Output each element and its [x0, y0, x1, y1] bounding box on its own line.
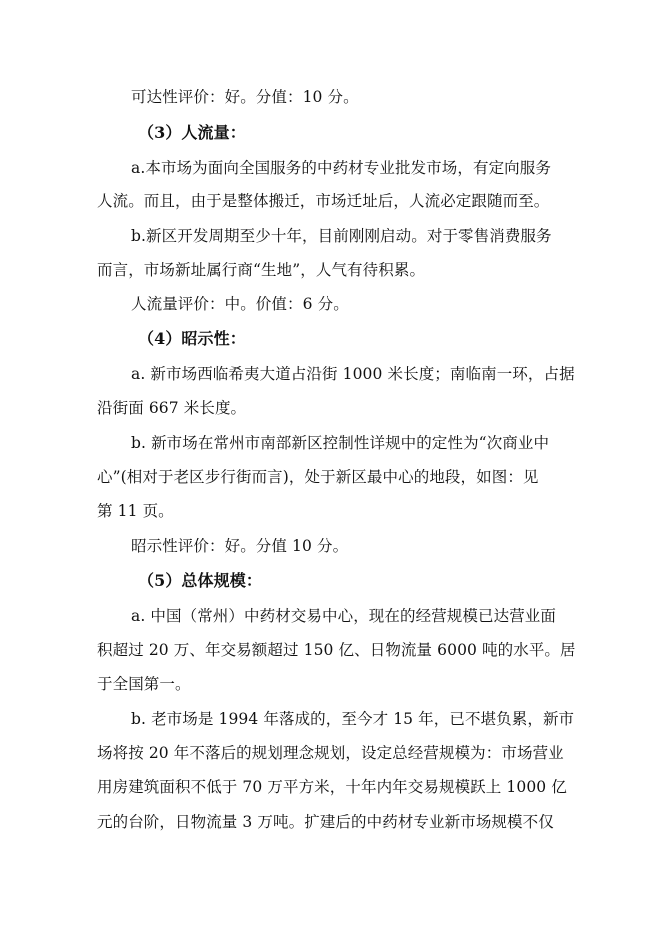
text-line: a.本市场为面向全国服务的中药材专业批发市场，有定向服务	[131, 159, 551, 177]
text-line: 沿街面 667 米长度。	[97, 399, 247, 417]
text-line: b.新区开发周期至少十年，目前刚刚启动。对于零售消费服务	[131, 227, 552, 245]
section-heading: （4）昭示性：	[138, 329, 246, 348]
text-line: 昭示性评价：好。分值 10 分。	[131, 537, 349, 555]
text-line: 人流。而且，由于是整体搬迁，市场迁址后，人流必定跟随而至。	[97, 192, 550, 210]
text-line: b. 新市场在常州市南部新区控制性详规中的定性为“次商业中	[131, 434, 550, 452]
text-line: 于全国第一。	[97, 675, 191, 693]
text-line: 用房建筑面积不低于 70 万平方米，十年内年交易规模跃上 1000 亿	[97, 778, 567, 796]
text-line: 人流量评价：中。价值：6 分。	[131, 295, 349, 313]
text-line: b. 老市场是 1994 年落成的，至今才 15 年，已不堪负累，新市	[131, 710, 575, 728]
text-line: 积超过 20 万、年交易额超过 150 亿、日物流量 6000 吨的水平。居	[97, 641, 576, 659]
text-line: 第 11 页。	[97, 502, 174, 520]
section-heading: （5）总体规模：	[138, 571, 262, 590]
text-line: 而言，市场新址属行商“生地”，人气有待积累。	[97, 261, 426, 279]
text-line: 心”(相对于老区步行街而言)，处于新区最中心的地段，如图：见	[97, 468, 539, 486]
text-line: a. 中国（常州）中药材交易中心，现在的经营规模已达营业面	[131, 607, 556, 625]
text-line: 可达性评价：好。分值：10 分。	[131, 88, 359, 106]
text-line: 元的台阶，日物流量 3 万吨。扩建后的中药材专业新市场规模不仅	[97, 813, 554, 831]
section-heading: （3）人流量：	[138, 123, 246, 142]
text-line: a. 新市场西临希夷大道占沿街 1000 米长度；南临南一环，占据	[131, 365, 575, 383]
text-line: 场将按 20 年不落后的规划理念规划，设定总经营规模为：市场营业	[97, 744, 564, 762]
